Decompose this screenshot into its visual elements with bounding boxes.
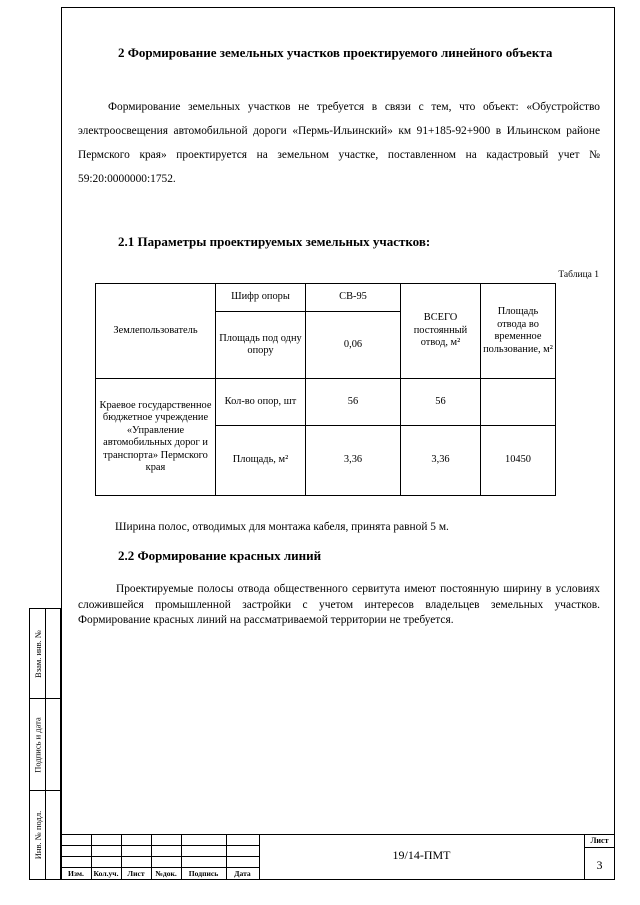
label-data: Дата xyxy=(234,869,251,878)
paragraph-land-plots: Формирование земельных участков не требуется в связи с тем, что объект: «Обустройство электроосвещения автомобильной дороги «Пермь-Ильинский» км 91+185-92+900 в Ильинском районе Пермского края» проектируется на земельном участке, поставленном на кадастровый учет № 59:20:0000000:1752. xyxy=(78,101,600,185)
section-heading: 2 Формирование земельных участков проектируемого линейного объекта xyxy=(118,45,553,60)
sheet-number: 3 xyxy=(596,858,603,872)
sheet-label: Лист xyxy=(590,836,609,845)
label-izm: Изм. xyxy=(68,869,84,878)
side-label-inv: Инв. № подл. xyxy=(33,810,43,860)
side-cell-vzam xyxy=(29,608,61,699)
count-value: 56 xyxy=(306,379,401,426)
parameters-table xyxy=(95,283,556,496)
header-total xyxy=(401,284,481,379)
side-label-vzam: Взам. инв. № xyxy=(33,629,43,678)
side-stamp xyxy=(29,608,61,880)
paragraph-red-lines: Проектируемые полосы отвода общественного сервитута имеют постоянную ширину в условиях сложившейся промышленной застройки с учетом интересов владельцев земельных участков. Формирование красных линий на рассматриваемой территории не требуется. xyxy=(78,583,600,626)
header-total-text: ВСЕГО постоянный отвод, м² xyxy=(413,312,468,349)
area-per-support-label: Площадь под одну опору xyxy=(216,312,306,379)
side-cell-podpis xyxy=(29,698,61,791)
revision-grid xyxy=(61,834,259,880)
side-label-podpis: Подпись и дата xyxy=(33,716,44,773)
header-code: Шифр опоры xyxy=(216,284,306,312)
paragraph-cable-width: Ширина полос, отводимых для монтажа кабеля, принята равной 5 м. xyxy=(115,521,449,533)
section-2-2-heading: 2.2 Формирование красных линий xyxy=(118,548,322,563)
count-total: 56 xyxy=(401,379,481,426)
area-temp: 10450 xyxy=(481,426,556,496)
area-total: 3,36 xyxy=(401,426,481,496)
label-ndok: №док. xyxy=(155,869,177,878)
header-temp xyxy=(481,284,556,379)
code-value: СВ-95 xyxy=(306,284,401,312)
header-temp-text: Площадь отвода во временное пользование, м² xyxy=(483,306,553,355)
user-name: Краевое государственное бюджетное учреждение «Управление автомобильных дорог и транспорта» Пермского края xyxy=(96,379,216,496)
section-2-1-heading: 2.1 Параметры проектируемых земельных участков: xyxy=(118,234,431,249)
count-label: Кол-во опор, шт xyxy=(216,379,306,426)
table-caption: Таблица 1 xyxy=(558,270,599,280)
title-block xyxy=(61,834,615,880)
area-per-support-value: 0,06 xyxy=(306,312,401,379)
side-cell-inv xyxy=(29,790,61,880)
area-label: Площадь, м² xyxy=(216,426,306,496)
label-kol-uch: Кол.уч. xyxy=(93,869,119,878)
label-podpis: Подпись xyxy=(188,869,219,878)
label-list: Лист xyxy=(127,869,145,878)
document-code: 19/14-ПМТ xyxy=(392,848,451,862)
header-user: Землепользователь xyxy=(96,284,216,379)
count-temp xyxy=(481,379,556,426)
area-value: 3,36 xyxy=(306,426,401,496)
